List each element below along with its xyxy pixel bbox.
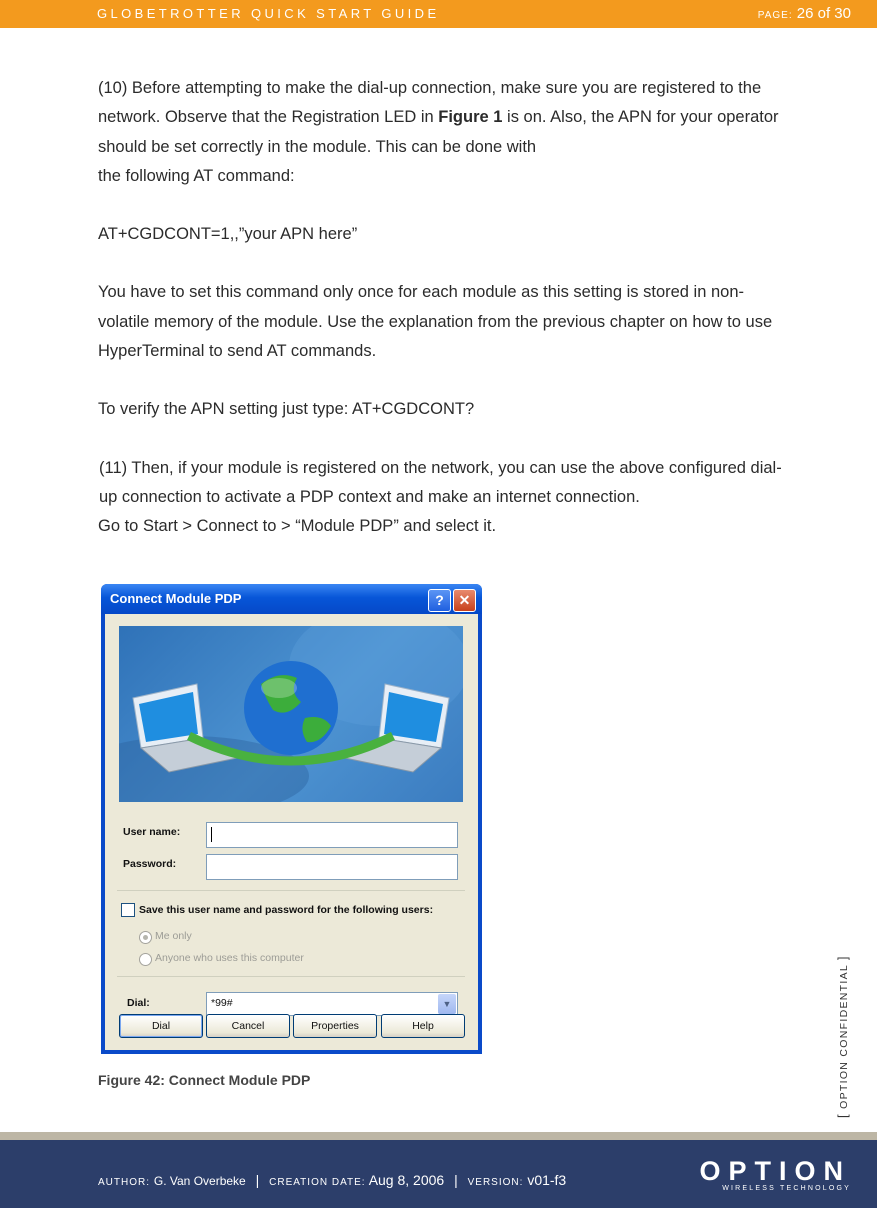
version-value: v01-f3 — [527, 1172, 567, 1188]
cancel-button[interactable]: Cancel — [206, 1014, 290, 1038]
password-label: Password: — [123, 858, 177, 870]
confidential-text: OPTION CONFIDENTIAL — [838, 964, 850, 1109]
radio-anyone[interactable] — [139, 953, 152, 966]
save-password-label: Save this user name and password for the following users: — [139, 904, 434, 916]
paragraph-storage: You have to set this command only once for each module as this setting is stored in non-volatile memory of the module. Use the explanation from the previous chapter on how to use HyperTerminal to send AT commands. — [98, 283, 773, 361]
password-input[interactable] — [206, 854, 458, 880]
dial-number-value: *99# — [211, 997, 233, 1009]
dial-number-select[interactable] — [206, 992, 458, 1016]
figure-caption: Figure 42: Connect Module PDP — [98, 1072, 311, 1088]
footer-separator: | — [255, 1172, 260, 1188]
option-logo — [699, 1158, 851, 1192]
bracket-open: [ — [835, 1113, 850, 1118]
confidential-note — [835, 955, 850, 1118]
radio-me-only-label: Me only — [155, 930, 192, 942]
para1-text-a: (10) Before attempting to make the dial-up connection, make sure you are registered to the network. Observe that the Registration LED in — [98, 79, 762, 127]
radio-me-only[interactable] — [139, 931, 152, 944]
date-value: Aug 8, 2006 — [368, 1172, 445, 1188]
paragraph-10 — [98, 74, 788, 191]
radio-anyone-label: Anyone who uses this computer — [155, 952, 304, 964]
divider — [117, 890, 465, 891]
footer-separator: | — [454, 1172, 458, 1188]
logo-tagline: WIRELESS TECHNOLOGY — [722, 1185, 851, 1192]
page-value: 26 of 30 — [796, 5, 851, 22]
divider — [117, 976, 465, 977]
text-cursor — [211, 827, 212, 842]
dial-label: Dial: — [127, 997, 150, 1009]
author-label: AUTHOR: — [98, 1177, 150, 1188]
dialog-body — [105, 614, 478, 1050]
document-title: GLOBETROTTER QUICK START GUIDE — [97, 6, 440, 21]
footer-divider — [0, 1132, 877, 1140]
bracket-close: ] — [835, 955, 850, 961]
save-password-checkbox[interactable] — [121, 903, 135, 917]
chevron-down-icon[interactable]: ▼ — [438, 994, 456, 1014]
body-text — [98, 74, 788, 542]
network-globe-illustration — [119, 626, 463, 802]
para1-text-c: the following AT command: — [98, 166, 295, 185]
dialog-titlebar — [101, 584, 482, 614]
help-button[interactable]: Help — [381, 1014, 465, 1038]
page-number — [758, 5, 851, 22]
author-value: G. Van Overbeke — [153, 1174, 246, 1188]
connect-dialog — [101, 584, 482, 1054]
version-label: VERSION: — [467, 1177, 524, 1188]
at-command: AT+CGDCONT=1,,”your APN here” — [98, 225, 358, 244]
properties-button[interactable]: Properties — [293, 1014, 377, 1038]
date-label: CREATION DATE: — [269, 1177, 366, 1188]
figure-1-link: Figure 1 — [438, 108, 503, 127]
paragraph-go-to: Go to Start > Connect to > “Module PDP” and select it. — [98, 517, 497, 536]
paragraph-11: (11) Then, if your module is registered on the network, you can use the above configured dial-up connection to activate a PDP context and make an internet connection. — [99, 458, 782, 506]
username-input[interactable] — [206, 822, 458, 848]
page-footer — [0, 1140, 877, 1208]
username-label: User name: — [123, 826, 181, 838]
paragraph-verify: To verify the APN setting just type: AT+CGDCONT? — [98, 400, 475, 419]
help-icon[interactable]: ? — [428, 589, 451, 612]
para1-text-b: is on. Also, the APN for your operator should be set correctly in the module. This can be done with — [98, 108, 779, 156]
close-icon[interactable]: ✕ — [453, 589, 476, 612]
dialog-title: Connect Module PDP — [110, 591, 242, 606]
page-header — [0, 0, 877, 28]
logo-name: OPTION — [699, 1156, 851, 1186]
dial-button[interactable]: Dial — [119, 1014, 203, 1038]
footer-meta — [98, 1172, 566, 1188]
page-label: PAGE: — [757, 10, 793, 21]
